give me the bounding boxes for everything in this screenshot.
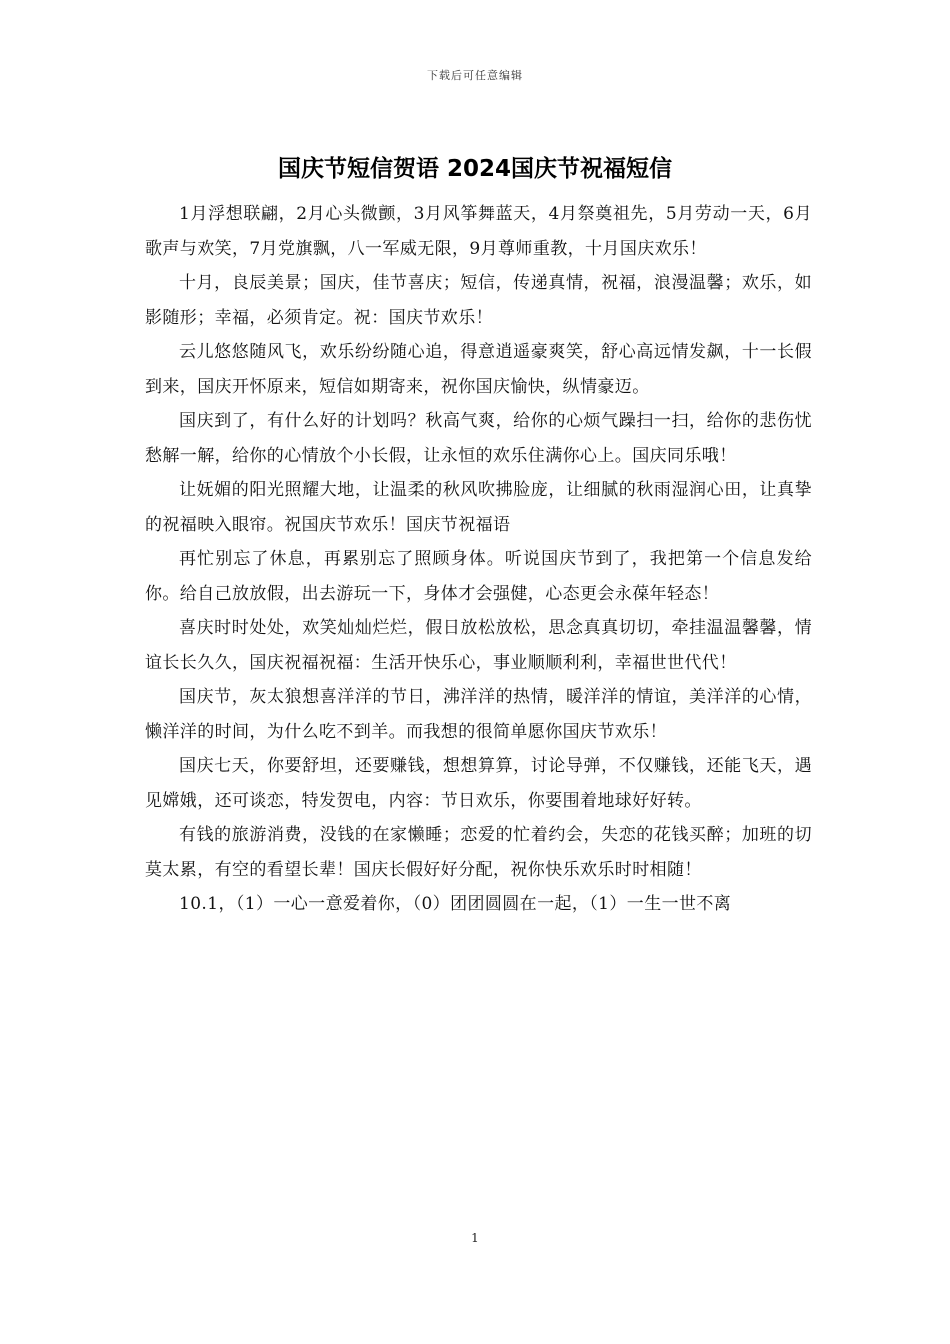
paragraph: 1月浮想联翩，2月心头微颤，3月风筝舞蓝天，4月祭奠祖先，5月劳动一天，6月歌声与欢笑，7月党旗飘，八一军威无限，9月尊师重教，十月国庆欢乐！ (145, 204, 812, 259)
paragraph: 让妩媚的阳光照耀大地，让温柔的秋风吹拂脸庞，让细腻的秋雨湿润心田，让真挚的祝福映入眼帘。祝国庆节欢乐！国庆节祝福语 (145, 480, 812, 535)
paragraph: 国庆到了，有什么好的计划吗？秋高气爽，给你的心烦气躁扫一扫，给你的悲伤忧愁解一解，给你的心情放个小长假，让永恒的欢乐住满你心上。国庆同乐哦！ (145, 411, 812, 466)
paragraph: 10.1，（1）一心一意爱着你，（0）团团圆圆在一起，（1）一生一世不离 (179, 894, 732, 914)
document-title: 国庆节短信贺语 2024国庆节祝福短信 (277, 156, 673, 182)
document-body (145, 197, 812, 922)
page-number: 1 (471, 1231, 479, 1245)
paragraph: 喜庆时时处处，欢笑灿灿烂烂，假日放松放松，思念真真切切，牵挂温温馨馨，情谊长长久久，国庆祝福祝福：生活开快乐心，事业顺顺利利，幸福世世代代！ (145, 618, 812, 673)
paragraph: 再忙别忘了休息，再累别忘了照顾身体。听说国庆节到了，我把第一个信息发给你。给自己放放假，出去游玩一下，身体才会强健，心态更会永葆年轻态！ (145, 549, 812, 604)
paragraph: 有钱的旅游消费，没钱的在家懒睡；恋爱的忙着约会，失恋的花钱买醉；加班的切莫太累，有空的看望长辈！国庆长假好好分配，祝你快乐欢乐时时相随！ (145, 825, 812, 880)
paragraph: 国庆七天，你要舒坦，还要赚钱，想想算算，讨论导弹，不仅赚钱，还能飞天，遇见嫦娥，还可谈恋，特发贺电，内容：节日欢乐，你要围着地球好好转。 (145, 756, 812, 811)
paragraph: 十月，良辰美景；国庆，佳节喜庆；短信，传递真情，祝福，浪漫温馨；欢乐，如影随形；幸福，必须肯定。祝：国庆节欢乐！ (145, 273, 812, 328)
page-header-note: 下载后可任意编辑 (427, 69, 523, 82)
paragraph: 云儿悠悠随风飞，欢乐纷纷随心追，得意逍遥豪爽笑，舒心高远情发飙，十一长假到来，国庆开怀原来，短信如期寄来，祝你国庆愉快，纵情豪迈。 (145, 342, 812, 397)
paragraph: 国庆节，灰太狼想喜洋洋的节日，沸洋洋的热情，暖洋洋的情谊，美洋洋的心情，懒洋洋的时间，为什么吃不到羊。而我想的很简单愿你国庆节欢乐！ (145, 687, 812, 742)
